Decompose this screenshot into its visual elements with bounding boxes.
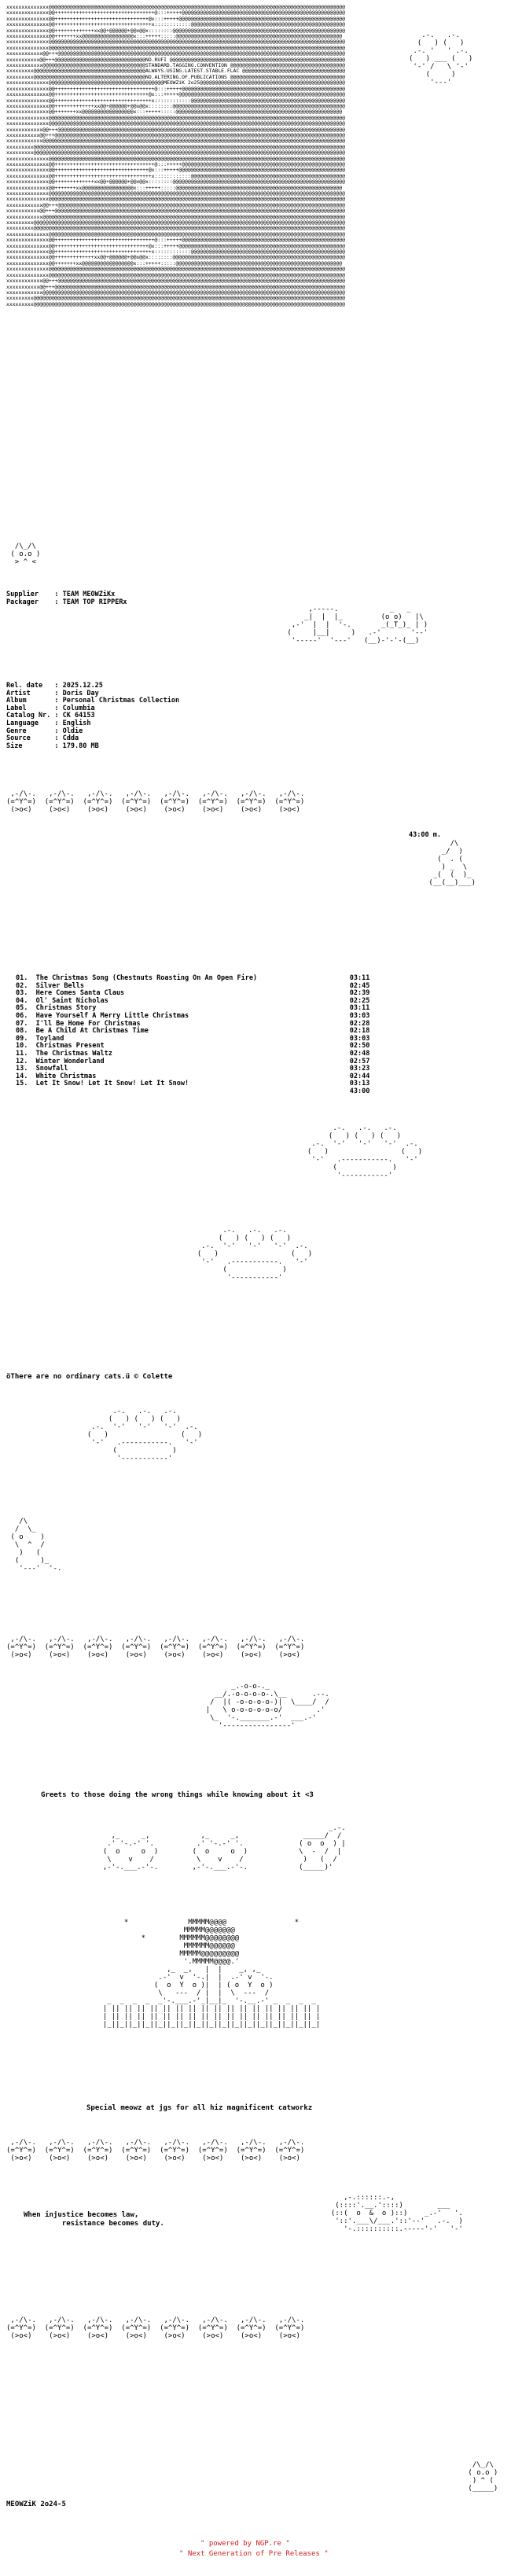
paw-print-icon: .-. .-. .-. ( ) ( ) ( ) .-. '-' '-' '-' .-. ( ) ( ) '-' .-----------. '-' ( ) '-----------' [307,1124,423,1179]
track-number: 13. [16,1065,28,1073]
release-value: Columbia [62,704,95,712]
greets-text: Greets to those doing the wrong things while knowing about it <3 [41,1791,314,1799]
release-label: Label [6,704,55,712]
release-label: Catalog Nr. [6,712,55,720]
banner-rule: xxxxxxxxxxx@@+++@@@@@@@@@@@@@@@@@@@@@@@@@@@@@@NO.RUFI @@@@@@@@@@@@@@@@@@@@@@@@@@@@@@@@@@@@@@@@@@@@@@@@@@@@@@@@@@ [6,56,345,63]
banner-line: xxxxxxxxxxxxxx@@@@@@@@@@@@@@@@@@@@@@@@@@@@@@@@@@@@@@@@@@@@@@@@@@@@@@@@@@@@@@@@@@@@@@@@@@@@@@@@@@@@@@@@@@@@@@@@@@ [6,120,345,127]
cat-walking-icon: /\ / \_ ( o ) \ ^ / ) ( ( )_ '---' '-. [10,1518,62,1573]
banner-line: xxxxxxxxxxxxxx@@@@@@@@@@@@@@@@@@@@@@@@@@@@@@@@@@@@@@@@@@@@@@@@@@@@@@@@@@@@@@@@@@@@@@@@@@@@@@@@@@@@@@@@@@@@@@@@@@ [6,155,345,162]
banner-line: xxxxxxxxxxx@@+++@@@@@@@@@@@@@@@@@@@@@@@@@@@@@@@@@@@@@@@@@@@@@@@@@@@@@@@@@@@@@@@@@@@@@@@@@@@@@@@@@@@@@@@@@@@@@@@@ [6,208,345,215]
track-time: 02:48 [349,1049,370,1058]
banner-line: xxxxxxxxxxxxxx@@+++++++++++++++++++++++++++++++++@:::+++++@@@@@@@@@@@@@@@@@@@@@@@@@@@@@@@@@@@@@@@@@@@@@@@@@@@@@@ [6,9,345,17]
track-number: 07. [16,1019,28,1028]
track-time: 03:13 [349,1080,370,1088]
powered-line-1: " powered by NGP.re " [200,2540,290,2548]
release-row: Catalog Nr. : CK 64153 [6,712,95,720]
banner-line: xxxxxxxxxxxxxx@@+++++++++++++xx@@+@@@@@@+@@x@@x::::::::@@@@@@@@@@@@@@@@@@@@@@@@@@@@@@@@@@@@@@@@@@@@@@@@@@@@@@@@@ [6,102,345,109]
track-row [16,1080,369,1087]
cat-faces-row-4: ,-/\-. ,-/\-. ,-/\-. ,-/\-. ,-/\-. ,-/\-. ,-/\-. ,-/\-. (=^Y^=) (=^Y^=) (=^Y^=) (=^Y^=) (=^Y^=) (=^Y^=) (=^Y^=) (=^Y^=) (>o<) (>o<) (>o<) (>o<) (>o<) (>o<) (>o<) (>o<) [6,2317,305,2340]
injustice-line-2: resistance becomes duty. [61,2220,164,2228]
track-time: 02:50 [349,1042,370,1051]
release-value: Doris Day [62,689,99,697]
banner-line: xxxxxxxxxxxx@@+++@@@@@@@@@@@@@@@@@@@@@@@@@@@@@@@@@@@@@@@@@@@@@@@@@@@@@@@@@@@@@@@@@@@@@@@@@@@@@@@@@@@@@@@@@@@@@@@ [6,126,345,133]
track-row [16,1073,369,1080]
banner-line: xxxxxxxxxxxx@@+++@@@@@@@@@@@@@@@@@@@@@@@@@@@@@@@@@@@@@@@@@@@@@@@@@@@@@@@@@@@@@@@@@@@@@@@@@@@@@@@@@@@@@@@@@@@@@@@ [6,201,345,208]
paw-icon: .-. .-. ( ) ( ) .-. ' ' .-. ( ) ___ ( ) '-' / \ '-' ( ) '---' [409,31,473,86]
track-number: 05. [16,1004,28,1013]
track-number: 09. [16,1034,28,1043]
banner-line: xxxxxxxxxxxxxx@@+++++++++++++xx@@+@@@@@@+@@x@@x::::::::@@@@@@@@@@@@@@@@@@@@@@@@@@@@@@@@@@@@@@@@@@@@@@@@@@@@@@@@@ [6,27,345,34]
track-time: 02:44 [349,1072,370,1080]
banner-rule: xxxxxxxxx@@@@@@@@@@@@@@@@@@@@@@@@@@@@@@@@@@@@@NO.ALTERING.OF.PUBLICATIONS @@@@@@@@@@@@@@@@@@@@@@@@@@@@@@@@@@@@@@ [6,73,345,80]
banner-line: xxxxxxxxx@@@@@@@@@@@@@@@@@@@@@@@@@@@@@@@@@@@@@@@@@@@@@@@@@@@@@@@@@@@@@@@@@@@@@@@@@@@@@@@@@@@@@@@@@@@@@@@@@@@@@@@ [6,225,345,232]
banner-line: xxxxxxxxx@@@@@@@@@@@@@@@@@@@@@@@@@@@@@@@@@@@@@@@@@@@@@@@@@@@@@@@@@@@@@@@@@@@@@@@@@@@@@@@@@@@@@@@@@@@@@@@@@@@@@@@ [6,300,345,307]
track-title: Toyland [28,1034,350,1043]
track-row [16,1065,369,1073]
release-value: CK 64153 [62,712,95,720]
track-time: 02:39 [349,989,370,998]
track-title: Be A Child At Christmas Time [28,1027,350,1036]
track-title: Here Comes Santa Claus [28,989,350,998]
track-time: 03:03 [349,1011,370,1020]
cat-sitting-icon: /\ _/ ) ( . ( ) _ \ _( ( )_ (__(__)___) [428,840,476,887]
banner-line: xxxxxxxxx@@@@@@@@@@@@@@@@@@@@@@@@@@@@@@@@@@@@@@@@@@@@@@@@@@@@@@@@@@@@@@@@@@@@@@@@@@@@@@@@@@@@@@@@@@@@@@@@@@@@@@@ [6,143,345,150]
release-value: 2025.12.25 [62,682,103,690]
cat-faces-row-3: ,-/\-. ,-/\-. ,-/\-. ,-/\-. ,-/\-. ,-/\-. ,-/\-. ,-/\-. (=^Y^=) (=^Y^=) (=^Y^=) (=^Y^=) (=^Y^=) (=^Y^=) (=^Y^=) (=^Y^=) (>o<) (>o<) (>o<) (>o<) (>o<) (>o<) (>o<) (>o<) [6,2139,305,2162]
banner-line: xxxxxxxxxxxxxx@@+++++++++++++++++++++++++++++++++@:::+++++@@@@@@@@@@@@@@@@@@@@@@@@@@@@@@@@@@@@@@@@@@@@@@@@@@@@@@ [6,237,345,244]
track-title: Christmas Story [28,1004,350,1013]
track-number: 12. [16,1057,28,1065]
release-label: Artist [6,689,55,697]
cat-lying-icon: ,-.::::::.-, (::::'.__.'::::) ___ (::( o & o )::) _.-' '. '::'.___\/___.'::'--' .-. ) '-.::::::::::.-----'-' '-' [330,2194,463,2233]
banner-line: xxxxxxxxxxx@@+++@@@@@@@@@@@@@@@@@@@@@@@@@@@@@@@@@@@@@@@@@@@@@@@@@@@@@@@@@@@@@@@@@@@@@@@@@@@@@@@@@@@@@@@@@@@@@@@@ [6,131,345,138]
track-title: Have Yourself A Merry Little Christmas [28,1011,350,1020]
track-title: White Christmas [28,1072,350,1080]
banner-line: xxxxxxxxxxxx@@+++@@@@@@@@@@@@@@@@@@@@@@@@@@@@@@@@@@@@@@@@@@@@@@@@@@@@@@@@@@@@@@@@@@@@@@@@@@@@@@@@@@@@@@@@@@@@@@@ [6,278,345,285]
banner-line: xxxxxxxxxxxxxx@@@@@@@@@@@@@@@@@@@@@@@@@@@@@@@@@@@@@@@@@@@@@@@@@@@@@@@@@@@@@@@@@@@@@@@@@@@@@@@@@@@@@@@@@@@@@@@@@@ [6,44,345,51]
track-title: The Christmas Song (Chestnuts Roasting On An Open Fire) [28,974,350,982]
three-cats-icon: _.-. ,_ _, ,_ _, _____/ / .' '-.-' '. .' '-.-' '. ( o o ) | ( o o ) ( o o ) \ - / | \ v / \ v / ) ( / ,-'-.___.-'-. ,-'-.___.-'-. (_____)' [102,1824,346,1871]
banner-line: xxxxxxxxxxxxxx@@+++++++++++++++++++++++++++++++@x:::+++++@@@@@@@@@@@@@@@@@@@@@@@@@@@@@@@@@@@@@@@@@@@@@@@@@@@@@@@ [6,167,345,174]
tracklist [16,975,369,1096]
total-time: 43:00 [16,1087,370,1095]
release-value: Personal Christmas Collection [62,697,180,705]
banner-line: xxxxxxxxxxxxxx@@+++++++++++++++++++++++++++++++@x:::+++++@@@@@@@@@@@@@@@@@@@@@@@@@@@@@@@@@@@@@@@@@@@@@@@@@@@@@@@ [6,15,345,22]
banner-group: xxxxxxxxxxxxxx@@@@@@@@@@@@@@@@@@@@@@@@@@@@@@@@@@@@@@MEOWZiK 2o25@@@@@@@@@@@@@@@@@@@@@@@@@@@@@@@@@@@@@@@@@@@@@@@@ [6,79,345,86]
special-text: Special meowz at jgs for all hiz magnificent catworkz [86,2104,313,2112]
track-row [16,1042,369,1050]
track-title: Ol' Saint Nicholas [28,996,350,1005]
banner-line: xxxxxxxxxxxxxx@@+++++++++++++xx@@+@@@@@@+@@x@@x::::::::@@@@@@@@@@@@@@@@@@@@@@@@@@@@@@@@@@@@@@@@@@@@@@@@@@@@@@@@@ [6,254,345,261]
track-time: 02:18 [349,1027,370,1036]
track-time: 02:25 [349,996,370,1005]
runtime-top: 43:00 m. [409,831,441,839]
banner-line: xxxxxxxxxxxxxx@@+++++++++++++xx@@+@@@@@@+@@x@@x::::::::@@@@@@@@@@@@@@@@@@@@@@@@@@@@@@@@@@@@@@@@@@@@@@@@@@@@@@@@@ [6,178,345,186]
banner-line: xxxxxxxxxxxxxx@@@@@@@@@@@@@@@@@@@@@@@@@@@@@@@@@@@@@@@@@@@@@@@@@@@@@@@@@@@@@@@@@@@@@@@@@@@@@@@@@@@@@@@@@@@@@@@@@@ [6,39,345,46]
banner-line: xxxxxxxxx@@@@@@@@@@@@@@@@@@@@@@@@@@@@@@@@@@@@@@@@@@@@@@@@@@@@@@@@@@@@@@@@@@@@@@@@@@@@@@@@@@@@@@@@@@@@@@@@@@@@@@@ [6,149,345,156]
track-time: 03:03 [349,1034,370,1043]
release-row: Language : English [6,719,91,727]
track-row [16,1058,369,1065]
banner-line: xxxxxxxxxxxxxx@@+++++++xx@@@@@@@@@@@@@@@@@x:::+++++:::::@@@@@@@@@@@@@@@@@@@@@@@@@@@@@@@@@@@@@@@@@@@@@@@@@@@@@@@ [6,259,343,267]
release-label: Rel. date [6,682,55,690]
cat-corner-icon: /\_/\ ( o.o ) ) ^ ( (_____) [468,2461,498,2493]
banner-line: xxxxxxxxxxxxxx@@++++++++++++++++++++++++++++++++x::::::::::::@@@@@@@@@@@@@@@@@@@@@@@@@@@@@@@@@@@@@@@@@@@@@@@@@@@ [6,97,345,104]
banner-line: xxxxxxxxxxxxxx@@+++++++xx@@@@@@@@@@@@@@@@@x:::+++++:::::@@@@@@@@@@@@@@@@@@@@@@@@@@@@@@@@@@@@@@@@@@@@@@@@@@@@@@@ [6,184,343,191]
injustice-text [24,2211,164,2228]
track-row [16,1050,369,1058]
banner-rule: xxxxxxxxx@@@@@@@@@@@@@@@@@@@@@@@@@@@@@@@@@@@@@ALWAYS.USING.LATEST.STABLE.FLAC @@@@@@@@@@@@@@@@@@@@@@@@@@@@@@@@@@ [6,68,345,75]
track-time: 02:45 [349,981,370,990]
release-value: 179.80 MB [62,742,99,750]
track-row [16,974,369,982]
cats-ascii-art: ,-----. _ _ _| | |_ (o o) |\ ,-' | | '-. _(_T_)_ | ) ( |__| ) .-' '--' '-----' '---' (__)-'-'-(__) [287,605,428,645]
track-title: I'll Be Home For Christmas [28,1019,350,1028]
cat-faces-row: ,-/\-. ,-/\-. ,-/\-. ,-/\-. ,-/\-. ,-/\-. ,-/\-. ,-/\-. (=^Y^=) (=^Y^=) (=^Y^=) (=^Y^=) (=^Y^=) (=^Y^=) (=^Y^=) (=^Y^=) (>o<) (>o<) (>o<) (>o<) (>o<) (>o<) (>o<) (>o<) [6,790,305,814]
track-number: 06. [16,1011,28,1020]
banner-line: xxxxxxxxxxxxxx@@@@@@@@@@@@@@@@@@@@@@@@@@@@@@@@@@@@@@@@@@@@@@@@@@@@@@@@@@@@@@@@@@@@@@@@@@@@@@@@@@@@@@@@@@@@@@@@@@ [6,230,345,237]
banner-rule: xxxxxxxxxxxx@@@@@@@@@@@@@@@@@@@@@@@@@@@@@@@@@@STANDARD.TAGGING.CONVENTION @@@@@@@@@@@@@@@@@@@@@@@@@@@@@@@@@@@@@@ [6,62,345,69]
track-number: 15. [16,1080,28,1088]
cat-face-icon: /\_/\ ( o.o ) > ^ < [10,543,41,566]
banner-line: xxxxxxxxxxxxxx@@+++++++++++++++++++++++++++++++++@:::+++++@@@@@@@@@@@@@@@@@@@@@@@@@@@@@@@@@@@@@@@@@@@@@@@@@@@@@@ [6,85,345,92]
release-row: Source : Cdda [6,734,79,743]
track-number: 02. [16,981,28,990]
track-number: 01. [16,974,28,982]
release-value: Cdda [62,734,79,743]
track-number: 04. [16,996,28,1005]
track-row [16,1012,369,1020]
tree-cats-fence-art: * MMMMM@@@@ * MMMMM@@@@@@@ * MMMMMM@@@@@@@@ MMMMMM@@@@@@ MMMMM@@@@@@@@@ '.MMMMM@@@@.' ,_ _, | | _, ,_ .-' v '-.| | .-' v '-. ( o Y o )| | ( o Y o ) \ --- / | | \ --- / _ _ _ _ _'-.___.-'_|__|_ '-.__.-' _ _ _ _ | || || || || || || || || || || || || || || || || | | || || || || || || || || || || || || || || || || | |_||_||_||_||_||_||_||_||_||_||_||_||_||_||_||_||_| [102,1919,321,2029]
supplier-value: TEAM MEOWZiKx [62,591,116,598]
banner-line: xxxxxxxxxxxxxx@@@@@@@@@@@@@@@@@@@@@@@@@@@@@@@@@@@@@@@@@@@@@@@@@@@@@@@@@@@@@@@@@@@@@@@@@@@@@@@@@@@@@@@@@@@@@@@@@@ [6,114,345,121]
banner-line: xxxxxxxxxxxx@@@@@@@@@@@@@@@@@@@@@@@@@@@@@@@@@@@@@@@@@@@@@@@@@@@@@@@@@@@@@@@@@@@@@@@@@@@@@@@@@@@@@@@@@@@@@@@@@@@@ [6,289,345,296]
track-title: Silver Bells [28,981,350,990]
track-title: Christmas Present [28,1042,350,1051]
banner-line: xxxxxxxxxxxxxx@@++++++++++++++++++++++++++++++++x::::::::::::@@@@@@@@@@@@@@@@@@@@@@@@@@@@@@@@@@@@@@@@@@@@@@@@@@@ [6,248,345,256]
banner-line: xxxxxxxxxxxx@@@@@@@@@@@@@@@@@@@@@@@@@@@@@@@@@@@@@@@@@@@@@@@@@@@@@@@@@@@@@@@@@@@@@@@@@@@@@@@@@@@@@@@@@@@@@@@@@@@@ [6,213,345,220]
release-label: Album [6,697,55,705]
banner-line: xxxxxxxxxxxxxx@@@@@@@@@@@@@@@@@@@@@@@@@@@@@@@@@@@@@@@@@@@@@@@@@@@@@@@@@@@@@@@@@@@@@@@@@@@@@@@@@@@@@@@@@@@@@@@@@@ [6,271,345,278]
paw-print-icon-3: .-. .-. .-. ( ) ( ) ( ) .-. '-' '-' '-' .-. ( ) ( ) '-' .-----------. '-' ( ) '-----------' [86,1408,203,1463]
track-row [16,1004,369,1012]
colette-quote: öThere are no ordinary cats.ü © Colette [6,1373,173,1381]
injustice-line-1: When injustice becomes law, [24,2211,139,2219]
release-row: Rel. date : 2025.12.25 [6,682,103,690]
track-number: 08. [16,1027,28,1036]
banner-line: xxxxxxxxxxxxxx@@@@@@@@@@@@@@@@@@@@@@@@@@@@@@@@@@@@@@@@@@@@@@@@@@@@@@@@@@@@@@@@@@@@@@@@@@@@@@@@@@@@@@@@@@@@@@@@@@ [6,4,345,10]
banner-line: xxxxxxxxxxxx@@+++@@@@@@@@@@@@@@@@@@@@@@@@@@@@@@@@@@@@@@@@@@@@@@@@@@@@@@@@@@@@@@@@@@@@@@@@@@@@@@@@@@@@@@@@@@@@@@@ [6,50,345,57]
release-row: Genre : Oldie [6,727,83,735]
packager-value: TEAM TOP RIPPERx [62,598,127,606]
banner-line: xxxxxxxxx@@@@@@@@@@@@@@@@@@@@@@@@@@@@@@@@@@@@@@@@@@@@@@@@@@@@@@@@@@@@@@@@@@@@@@@@@@@@@@@@@@@@@@@@@@@@@@@@@@@@@@@ [6,295,345,302]
track-row [16,1027,369,1035]
track-time: 02:57 [349,1057,370,1065]
powered-line-2: " Next Generation of Pre Releases " [179,2550,329,2558]
release-info [6,683,179,750]
release-row: Label : Columbia [6,704,95,712]
release-label: Language [6,719,55,727]
track-title: Snowfall [28,1065,350,1073]
banner-line: xxxxxxxxxxxxxx@@@@@@@@@@@@@@@@@@@@@@@@@@@@@@@@@@@@@@@@@@@@@@@@@@@@@@@@@@@@@@@@@@@@@@@@@@@@@@@@@@@@@@@@@@@@@@@@@@ [6,266,345,273]
paw-print-icon-2: .-. .-. .-. ( ) ( ) ( ) .-. '-' '-' '-' .-. ( ) ( ) '-' .-----------. '-' ( ) '-----------' [197,1227,313,1282]
track-title: Winter Wonderland [28,1057,350,1065]
packager-label: Packager [6,598,39,606]
supplier-block: Supplier : TEAM MEOWZiKx Packager : TEAM TOP RIPPERx [6,591,127,606]
track-time: 03:11 [349,974,370,982]
release-label: Size [6,742,55,750]
track-row [16,989,369,997]
release-row: Album : Personal Christmas Collection [6,697,180,705]
release-value: English [62,719,91,727]
release-row: Artist : Doris Day [6,689,99,697]
track-time: 03:23 [349,1065,370,1073]
track-row [16,982,369,990]
banner-line: xxxxxxxxx@@@@@@@@@@@@@@@@@@@@@@@@@@@@@@@@@@@@@@@@@@@@@@@@@@@@@@@@@@@@@@@@@@@@@@@@@@@@@@@@@@@@@@@@@@@@@@@@@@@@@@@ [6,219,345,226]
track-number: 11. [16,1049,28,1058]
track-number: 14. [16,1072,28,1080]
cat-faces-row-2: ,-/\-. ,-/\-. ,-/\-. ,-/\-. ,-/\-. ,-/\-. ,-/\-. ,-/\-. (=^Y^=) (=^Y^=) (=^Y^=) (=^Y^=) (=^Y^=) (=^Y^=) (=^Y^=) (=^Y^=) (>o<) (>o<) (>o<) (>o<) (>o<) (>o<) (>o<) (>o<) [6,1636,305,1659]
banner-line: xxxxxxxxxxxxxx@@@@@@@@@@@@@@@@@@@@@@@@@@@@@@@@@@@@@@@@@@@@@@@@@@@@@@@@@@@@@@@@@@@@@@@@@@@@@@@@@@@@@@@@@@@@@@@@@@ [6,190,345,197]
track-number: 03. [16,989,28,998]
track-title: Let It Snow! Let It Snow! Let It Snow! [28,1080,350,1088]
banner-line: xxxxxxxxxxxx@@@@@@@@@@@@@@@@@@@@@@@@@@@@@@@@@@@@@@@@@@@@@@@@@@@@@@@@@@@@@@@@@@@@@@@@@@@@@@@@@@@@@@@@@@@@@@@@@@@@ [6,138,345,145]
release-label: Source [6,734,55,743]
banner-line: xxxxxxxxxxxxxx@@+++++++xx@@@@@@@@@@@@@@@@@x:::+++++:::::@@@@@@@@@@@@@@@@@@@@@@@@@@@@@@@@@@@@@@@@@@@@@@@@@@@@@@@ [6,109,343,116]
release-row: Size : 179.80 MB [6,742,99,750]
banner-line: xxxxxxxxxxxxxx@@++++++++++++++++++++++++++++++++x::::::::::::@@@@@@@@@@@@@@@@@@@@@@@@@@@@@@@@@@@@@@@@@@@@@@@@@@@ [6,172,345,179]
release-label: Genre [6,727,55,735]
release-value: Oldie [62,727,83,735]
banner-line: xxxxxxxxxxxxxx@@+++++++++++++++++++++++++++++++@x:::+++++@@@@@@@@@@@@@@@@@@@@@@@@@@@@@@@@@@@@@@@@@@@@@@@@@@@@@@@ [6,91,345,98]
ascii-banner [6,5,345,307]
track-time: 03:11 [349,1004,370,1013]
banner-line: xxxxxxxxxxxxxx@@+++++++++++++++++++++++++++++++@x:::+++++@@@@@@@@@@@@@@@@@@@@@@@@@@@@@@@@@@@@@@@@@@@@@@@@@@@@@@@ [6,242,345,249]
banner-line: xxxxxxxxxxxxxx@@++++++++++++++++++++++++++++++++x::::::::::::@@@@@@@@@@@@@@@@@@@@@@@@@@@@@@@@@@@@@@@@@@@@@@@@@@@ [6,21,345,28]
sleeping-cats-icon: _.-o-o-._ __/.-o-o-o-o-.\__ .--. / |( -o-o-o-o-)| \____/ / | \ o-o-o-o-o-o/ .' \_ '-._______.-' ___.-' '----------------' [205,1683,329,1730]
track-number: 10. [16,1042,28,1051]
track-time: 02:28 [349,1019,370,1028]
footer-group: MEOWZiK 2o24-5 [6,2501,66,2508]
banner-line: xxxxxxxxxxxxxx@@+++++++xx@@@@@@@@@@@@@@@@@x:::+++++:::::@@@@@@@@@@@@@@@@@@@@@@@@@@@@@@@@@@@@@@@@@@@@@@@@@@@@@@@ [6,33,343,40]
supplier-label: Supplier [6,591,39,598]
banner-line: xxxxxxxxxxxxxx@@+++++++++++++++++++++++++++++++++@:::+++++@@@@@@@@@@@@@@@@@@@@@@@@@@@@@@@@@@@@@@@@@@@@@@@@@@@@@@ [6,160,345,167]
banner-line: xxxxxxxxxxx@@+++@@@@@@@@@@@@@@@@@@@@@@@@@@@@@@@@@@@@@@@@@@@@@@@@@@@@@@@@@@@@@@@@@@@@@@@@@@@@@@@@@@@@@@@@@@@@@@@@ [6,283,345,290]
banner-line: xxxxxxxxxxxxxx@@@@@@@@@@@@@@@@@@@@@@@@@@@@@@@@@@@@@@@@@@@@@@@@@@@@@@@@@@@@@@@@@@@@@@@@@@@@@@@@@@@@@@@@@@@@@@@@@@ [6,196,345,203]
track-title: The Christmas Waltz [28,1049,350,1058]
